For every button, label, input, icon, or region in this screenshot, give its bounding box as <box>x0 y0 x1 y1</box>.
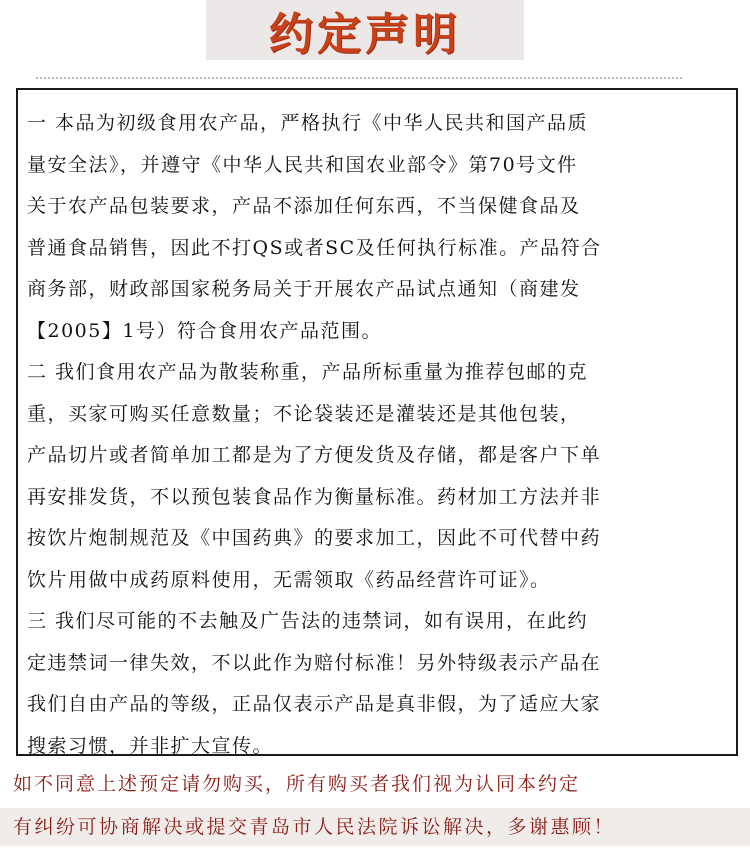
notice-line: 再安排发货，不以预包装食品作为衡量标准。药材加工方法并非 <box>27 485 602 508</box>
notice-box <box>16 88 738 756</box>
notice-line: 饮片用做中成药原料使用，无需领取《药品经营许可证》。 <box>27 568 551 591</box>
footer-notice-1: 如不同意上述预定请勿购买，所有购买者我们视为认同本约定 <box>13 773 581 795</box>
notice-line: 按饮片炮制规范及《中国药典》的要求加工，因此不可代替中药 <box>27 527 602 549</box>
notice-line: 产品切片或者简单加工都是为了方便发货及存储，都是客户下单 <box>27 444 602 466</box>
notice-line: 商务部，财政部国家税务局关于开展农产品试点通知（商建发 <box>27 278 581 300</box>
notice-line: 三 我们尽可能的不去触及广告法的违禁词，如有误用，在此约 <box>27 610 589 632</box>
title-banner <box>206 0 524 60</box>
notice-line: 定违禁词一律失效，不以此作为赔付标准！另外特级表示产品在 <box>27 651 602 674</box>
notice-line: 关于农产品包装要求，产品不添加任何东西，不当保健食品及 <box>27 195 581 217</box>
notice-line: 搜索习惯，并非扩大宣传。 <box>27 734 274 757</box>
notice-line: 二 我们食用农产品为散装称重，产品所标重量为推荐包邮的克 <box>27 361 589 383</box>
notice-line: 【2005】1号）符合食用农产品范围。 <box>27 319 382 342</box>
page-title: 约定声明 <box>269 9 461 60</box>
divider <box>36 77 682 79</box>
notice-line: 量安全法》，并遵守《中华人民共和国农业部令》第70号文件 <box>27 153 578 176</box>
notice-line: 一 本品为初级食用农产品，严格执行《中华人民共和国产品质 <box>27 112 589 134</box>
notice-line: 重，买家可购买任意数量；不论袋装还是灌装还是其他包装， <box>27 402 581 425</box>
notice-line: 普通食品销售，因此不打QS或者SC及任何执行标准。产品符合 <box>27 236 602 259</box>
notice-line: 我们自由产品的等级，正品仅表示产品是真非假，为了适应大家 <box>27 693 602 715</box>
footer-notice-2: 有纠纷可协商解决或提交青岛市人民法院诉讼解决，多谢惠顾！ <box>0 808 750 846</box>
